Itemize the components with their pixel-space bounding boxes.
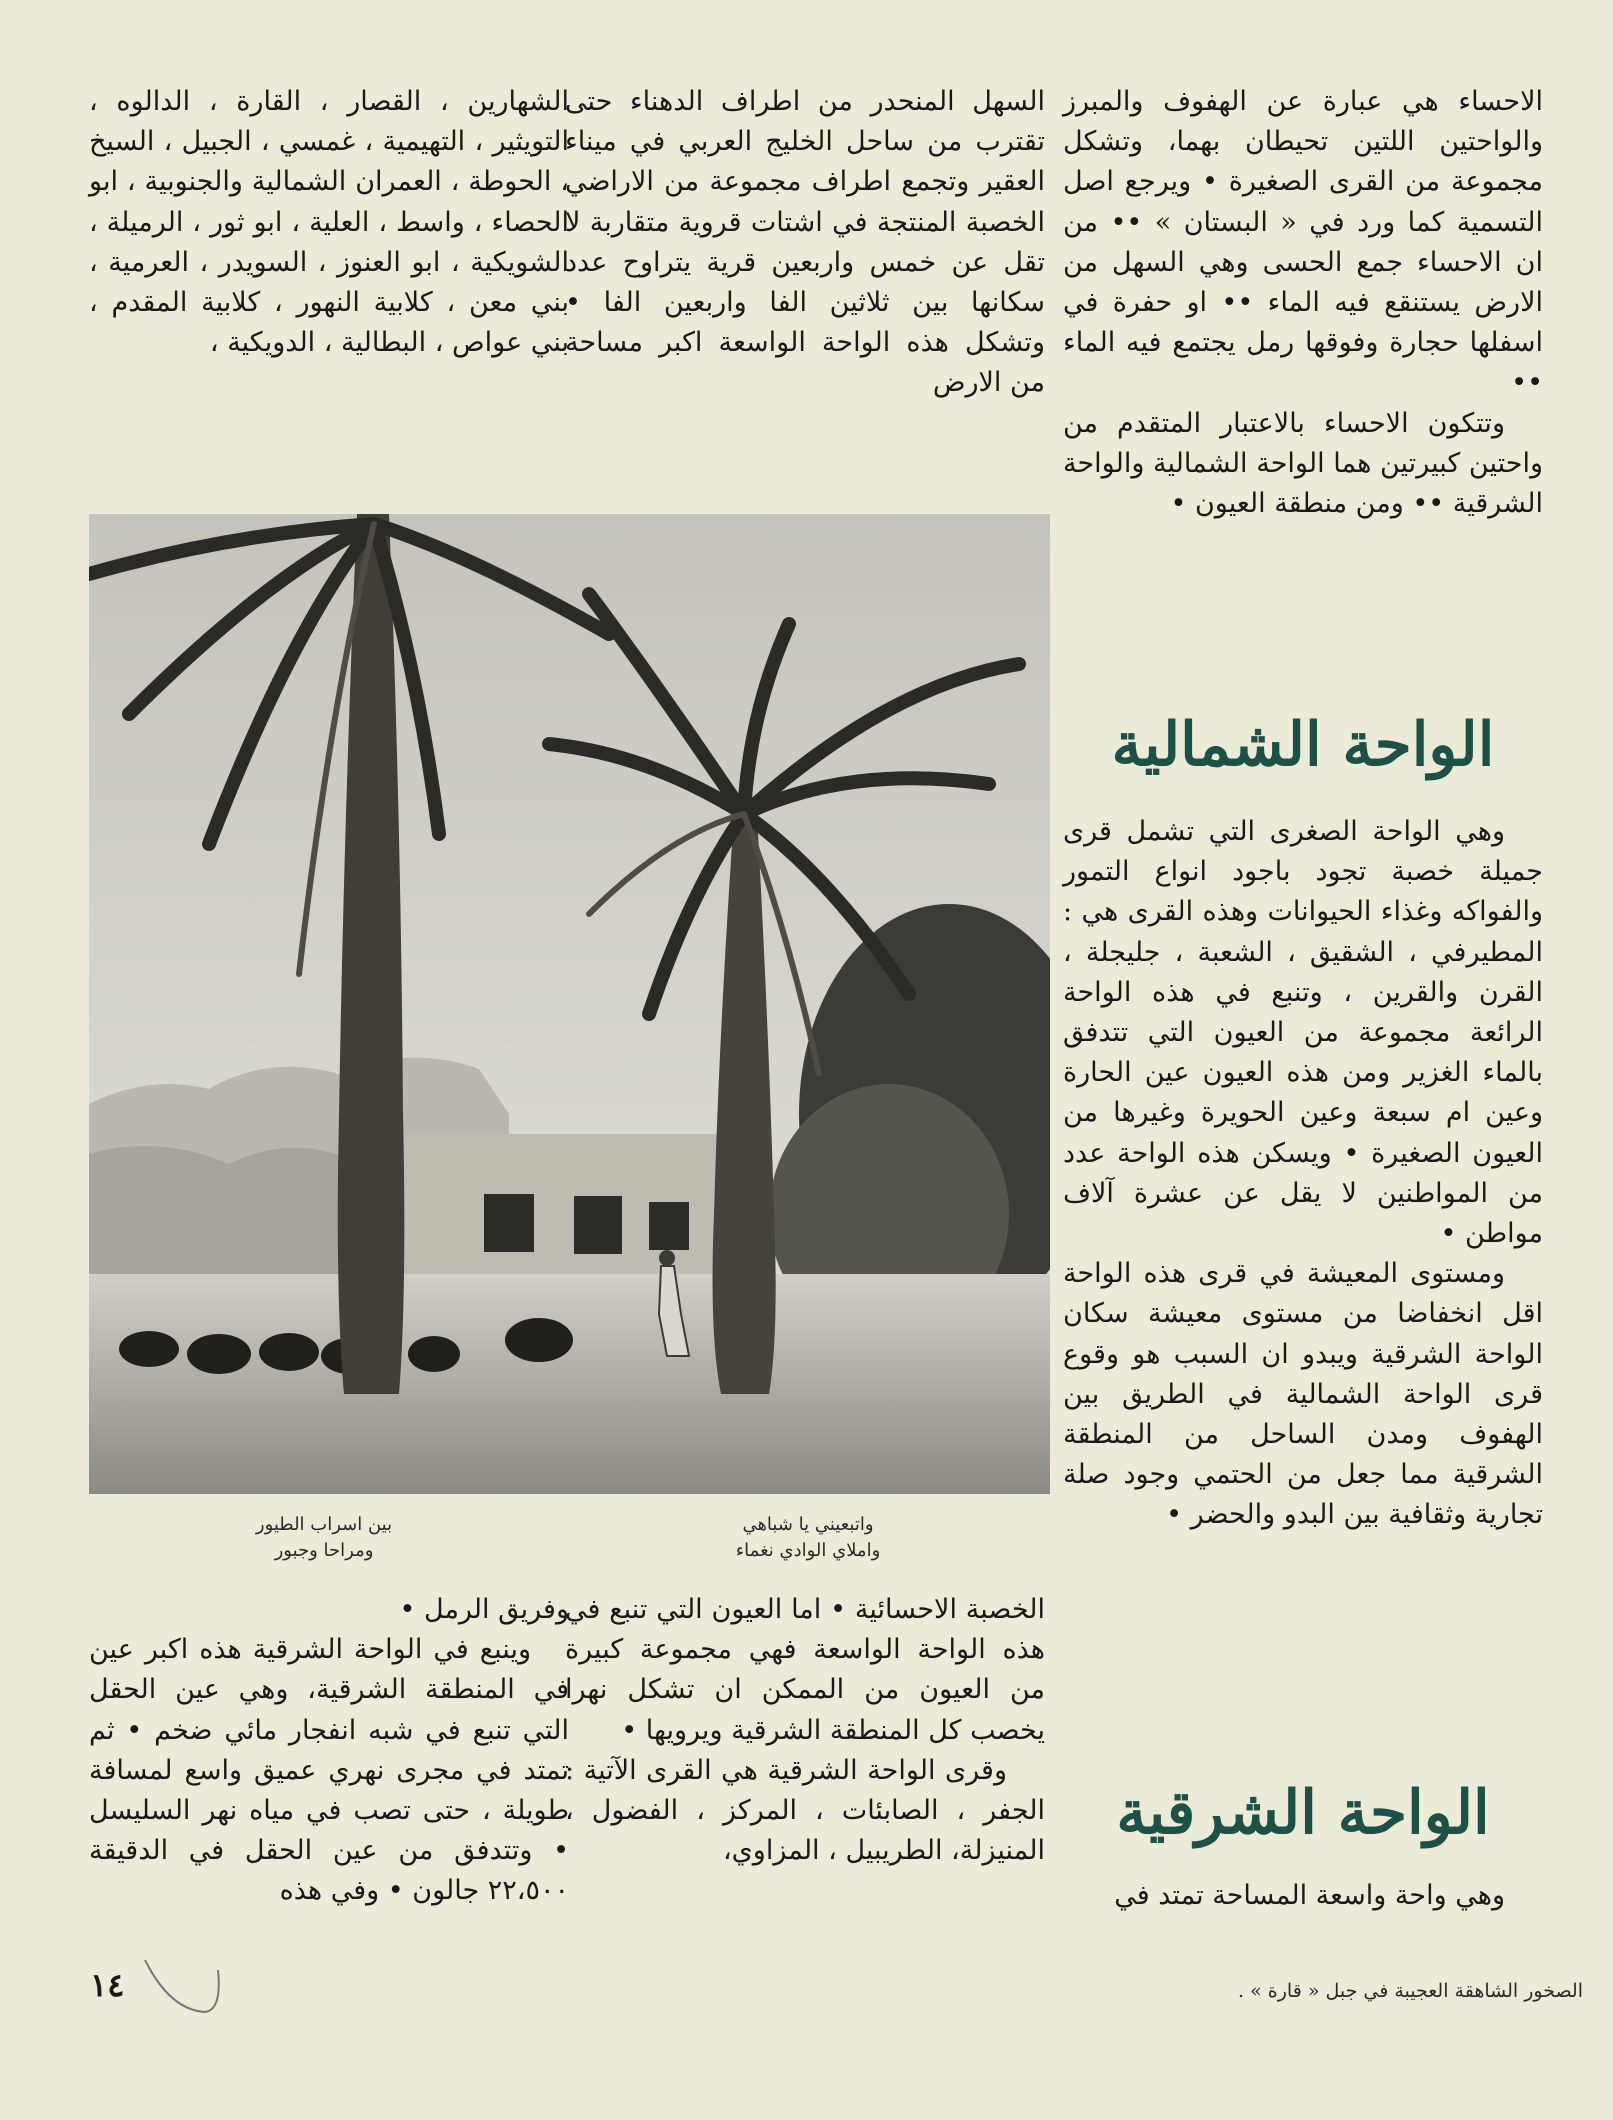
caption-line: بين اسراب الطيور bbox=[255, 1514, 393, 1535]
caption-line: ومراحا وجبور bbox=[274, 1540, 374, 1561]
caption-line: واتبعيني يا شباهي bbox=[742, 1514, 874, 1535]
paragraph: وهي واحة واسعة المساحة تمتد في bbox=[1114, 1880, 1505, 1911]
paragraph: وفريق الرمل • bbox=[399, 1594, 569, 1625]
paragraph: الشهارين ، القصار ، القارة ، الدالوه ، التويثير ، التهيمية ، غمسي ، الجبيل ، السيخ ، الحوطة ، العمران الشمالية والجنوبية ، ابو الحصاء ، واسط ، العلية ، ابو ثور ، الرميلة ، الشويكية ، ابو العنوز ، السويدر ، العرمية ، بني معن ، كلابية النهور ، كلابية المقدم ، بني عواص ، البطالية ، الدويكية ، bbox=[89, 86, 569, 359]
caption-line: واملاي الوادي نغماء bbox=[735, 1540, 881, 1561]
middle-column-bottom bbox=[565, 1590, 1045, 1871]
right-column-north bbox=[1063, 812, 1543, 1536]
paragraph: ومستوى المعيشة في قرى هذه الواحة اقل انخفاضا من مستوى معيشة سكان الواحة الشرقية ويبدو ان السبب هو وقوع قرى الواحة الشمالية في الطريق بين الهفوف ومدن الساحل من المنطقة الشرقية مما جعل من الحتمي وجود صلة تجارية وثقافية بين البدو والحضر • bbox=[1063, 1258, 1543, 1531]
right-column-east bbox=[1063, 1876, 1543, 1916]
paragraph: الاحساء هي عبارة عن الهفوف والمبرز والواحتين اللتين تحيطان بهما، وتشكل مجموعة من القرى الصغيرة • ويرجع اصل التسمية كما ورد في « البستان » •• من ان الاحساء جمع الحسى وهي السهل من الارض يستنقع فيه الماء •• او حفرة في اسفلها حجارة وفوقها رمل يجتمع فيه الماء •• bbox=[1063, 86, 1543, 399]
photo-caption-left bbox=[89, 1512, 559, 1564]
palm-trees-illustration bbox=[89, 514, 1050, 1494]
heading-north-oasis: الواحة الشمالية bbox=[1111, 710, 1495, 780]
paragraph: السهل المنحدر من اطراف الدهناء حتى تقترب من ساحل الخليج العربي في ميناء العقير وتجمع اطراف مجموعة من الاراضي الخصبة المنتجة في اشتات قروية متقاربة لا تقل عن خمس واربعين قرية يتراوح عدد سكانها بين ثلاثين الفا واربعين الفا • وتشكل هذه الواحة الواسعة اكبر مساحة من الارض bbox=[565, 86, 1045, 399]
right-column-intro bbox=[1063, 82, 1543, 524]
heading-east-oasis: الواحة الشرقية bbox=[1116, 1778, 1490, 1848]
left-column-top bbox=[89, 82, 569, 363]
pen-scribble-mark bbox=[140, 1950, 230, 2020]
oasis-palm-photo bbox=[89, 514, 1050, 1494]
page-number: ١٤ bbox=[90, 1966, 125, 2004]
paragraph: وهي الواحة الصغرى التي تشمل قرى جميلة خصبة تجود باجود انواع التمور والفواكه وغذاء الحيوانات وهذه القرى هي : المطيرفي ، الشقيق ، الشعبة ، جليجلة ، القرن والقرين ، وتنبع في هذه الواحة الرائعة مجموعة من العيون التي تتدفق بالماء الغزير ومن هذه العيون عين الحارة وعين ام سبعة وعين الحويرة وغيرها من العيون الصغيرة • ويسكن هذه الواحة عدد من المواطنين لا يقل عن عشرة آلاف مواطن • bbox=[1063, 816, 1543, 1250]
paragraph: وينبع في الواحة الشرقية هذه اكبر عين في المنطقة الشرقية، وهي عين الحقل التي تنبع في شبه انفجار مائي ضخم • ثم تمتد في مجرى نهري عميق واسع لمسافة طويلة ، حتى تصب في مياه نهر السليسل • وتتدفق من عين الحقل في الدقيقة ٢٢،٥٠٠ جالون • وفي هذه bbox=[89, 1634, 569, 1907]
photo-location-caption: الصخور الشاهقة العجيبة في جبل « قارة » . bbox=[1238, 1980, 1583, 2002]
left-column-bottom bbox=[89, 1590, 569, 1912]
middle-column-top bbox=[565, 82, 1045, 404]
paragraph: الخصبة الاحسائية • اما العيون التي تنبع في هذه الواحة الواسعة فهي مجموعة كبيرة من العيون من الممكن ان تشكل نهرا يخصب كل المنطقة الشرقية ويرويها • bbox=[565, 1594, 1045, 1746]
photo-caption-middle bbox=[573, 1512, 1043, 1564]
paragraph: وتتكون الاحساء بالاعتبار المتقدم من واحتين كبيرتين هما الواحة الشمالية والواحة الشرقية •• ومن منطقة العيون • bbox=[1063, 407, 1543, 520]
paragraph: وقرى الواحة الشرقية هي القرى الآتية : الجفر ، الصابئات ، المركز ، الفضول ، المنيزلة، الطريبيل ، المزاوي، bbox=[565, 1754, 1045, 1867]
